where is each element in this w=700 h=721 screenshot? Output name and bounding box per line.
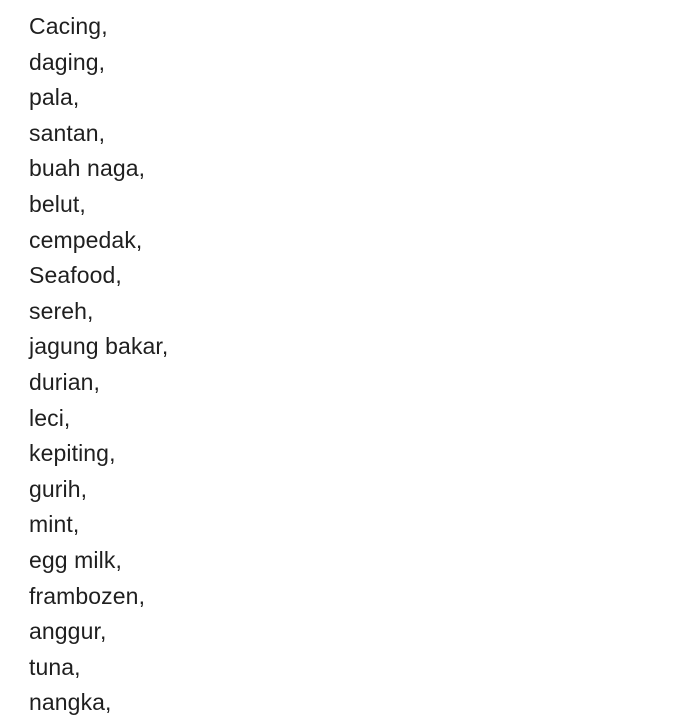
list-item: gurih, (29, 475, 88, 502)
list-item: nangka, (29, 689, 112, 716)
list-item: egg milk, (29, 546, 122, 573)
list-item: tuna, (29, 653, 81, 680)
list-item: santan, (29, 119, 106, 146)
list-item: sereh, (29, 297, 94, 324)
list-item: Seafood, (29, 262, 122, 289)
list-item: cempedak, (29, 226, 143, 253)
list-item: belut, (29, 190, 86, 217)
list-item: durian, (29, 368, 101, 395)
list-item: mint, (29, 511, 80, 538)
list-item: daging, (29, 48, 106, 75)
flavor-list (29, 9, 168, 721)
list-item: frambozen, (29, 582, 146, 609)
list-item: anggur, (29, 618, 107, 645)
list-item: buah naga, (29, 155, 146, 182)
list-item: kepiting, (29, 440, 116, 467)
list-item: Cacing, (29, 13, 108, 39)
list-item: jagung bakar, (29, 333, 169, 360)
list-item: pala, (29, 84, 80, 111)
list-item: leci, (29, 404, 71, 431)
